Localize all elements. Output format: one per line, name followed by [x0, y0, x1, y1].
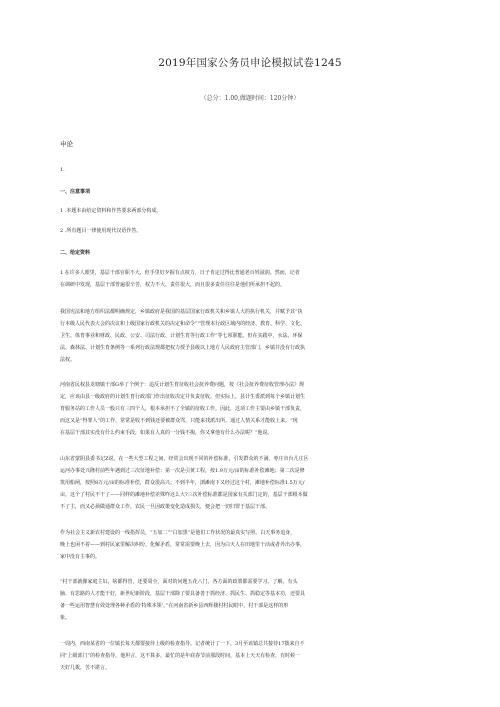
- paragraph-line: 运河办事处兴隆村前些年遇到过三次征地补偿：第一次是引黄工程，按1.9万元/亩的标准补偿滩地；第二次是修: [60, 468, 305, 474]
- paragraph-line: 而这又是“得罪人”的工作，常常是收不到钱还要被群众骂，只能来找派出所。通过人情关系才能收上来。“现: [60, 418, 298, 424]
- paragraph-line: 晚上也闲不着——到村民家里解决纠纷、化解矛盾，常常需要晚上去，因为白天人在田地里干活或者外出办事，: [60, 542, 306, 548]
- paragraph-line: 同“上级部门”的检查指导，他坦言，这不算多，最忙的是年底春节前那段时间，基本上天天有检查，有时候一: [60, 653, 301, 659]
- paragraph-line: 1 在许多人眼里，基层干部官职不大，但手里好歹握有点权力，日子肯定过得比普通老百姓滋润。然而，记者: [60, 270, 300, 276]
- paragraph-line: 备一些运用智慧有效处理各种矛盾的‘特殊本领’。”在河南省新乡县西辉楼村村民眼中，村干部是这样的形: [60, 603, 289, 609]
- paragraph-line: 不了主，而又必须做通群众工作。农民一旦因政策变化造成损失，便会把一切归罪于基层干部。: [60, 504, 271, 510]
- notice-heading: 一、注意事项: [60, 189, 91, 195]
- notice-item: 2 .所有题目一律使用现代汉语作答。: [60, 228, 142, 234]
- paragraph-line: 在基层干部其实没有什么约束手段，如果有人真的一分钱不掏，你又拿他有什么办法呢？”他说。: [60, 430, 273, 436]
- paragraph-line: 法、森林法、计划生育条例等一系列行政法规都把权力授予县级以上地方人民政府主管部门，乡镇并没有行政执: [60, 345, 306, 351]
- question-number: 1.: [60, 167, 65, 173]
- paragraph-line: 亩。这个了村民不干了——同样的滩地补偿差殊咋这么大?三次补偿标准都是国家有关部门定的，基层干部根本做: [60, 492, 308, 498]
- paragraph-line: 山东省蒙阴县委书记Z说，在一些大型工程之间，经常会出现不同的补偿标准，引发群众的不满。枣庄市台儿庄区: [60, 456, 309, 462]
- paragraph-line: 我国宪法和地方组织法都明确规定，乡镇政府是我国的基层国家行政机关和乡镇人大的执行机关，并赋予其“执: [60, 309, 303, 315]
- document-title: 2019年国家公务员申论模拟试卷1245: [158, 57, 342, 69]
- document-subtitle: （总分：1.00,做题时间：120分钟）: [200, 95, 300, 102]
- paragraph-line: 一周内，西南某省的一位镇长每天都要接待上级的检查指导。记者统计了一下，3月至该镇总共接待17拨来自不: [60, 641, 305, 647]
- paragraph-line: 育服务站的工作人员一般只有三四个人，根本承担不了全镇的征收工作。因此，这项工作主要由乡镇干部负责，: [60, 406, 306, 412]
- paragraph-line: 作为社会主义新农村建设的一线指挥员，“五加二”“白加黑”是他们工作状况的最真实写照。白天事务追身，: [60, 530, 296, 536]
- paragraph-line: 行本级人民代表大会的决议和上级国家行政机关的决定和命令”“管理本行政区域内的经济、教育、科学、文化、: [60, 321, 306, 327]
- paragraph-line: 筑用船闸，按照8万元/亩的标准补偿，群众很高兴；不到半年，浏滩南下又经过这个村，滩地补偿标准1.5万元/: [60, 480, 305, 486]
- paragraph-line: 脑、有思路的人才能干好，新世纪新阶段，基层干部除了要具备善于抓经济、抓民生、抓稳定等基本功，还要具: [60, 591, 306, 597]
- materials-heading: 二、给定资料: [60, 250, 91, 256]
- paragraph-line: 卫生、体育事业和财政、民政、公安、司法行政、计划生育等行政工作”等七项职能。但在实践中，水法、环保: [60, 333, 303, 339]
- paragraph-line: 象。: [60, 615, 71, 621]
- paragraph-line: “村干部就像家庭主妇，啥都得管，还要周全。面对的问题五花八门，各方面的政策都需要学习、了解，有头: [60, 579, 298, 585]
- paragraph-line: 河南省民权县龙塘镇干部G举了个例子：违反计划生育征收社会抚养费问题，按《社会抚养费征收管理办法》规: [60, 382, 304, 388]
- paragraph-line: 定，应该由县一级政府的计划生育行政部门作出征收决定并负责征收。但实际上，县计生委派到每个乡镇计划生: [60, 394, 306, 400]
- paragraph-line: 在调研中发现，基层干部普遍很辛苦，权力不大，责任很大，而且很多责任往往是他们所承担不起的。: [60, 282, 286, 288]
- paragraph-line: 天好几拨，苦不堪言。: [60, 665, 111, 671]
- notice-item: 1 .本题本由给定资料和作答要求两部分构成。: [60, 208, 162, 214]
- section-label: 申论: [60, 140, 73, 148]
- paragraph-line: 家中没有主事的。: [60, 554, 101, 560]
- paragraph-line: 法权。: [60, 357, 76, 363]
